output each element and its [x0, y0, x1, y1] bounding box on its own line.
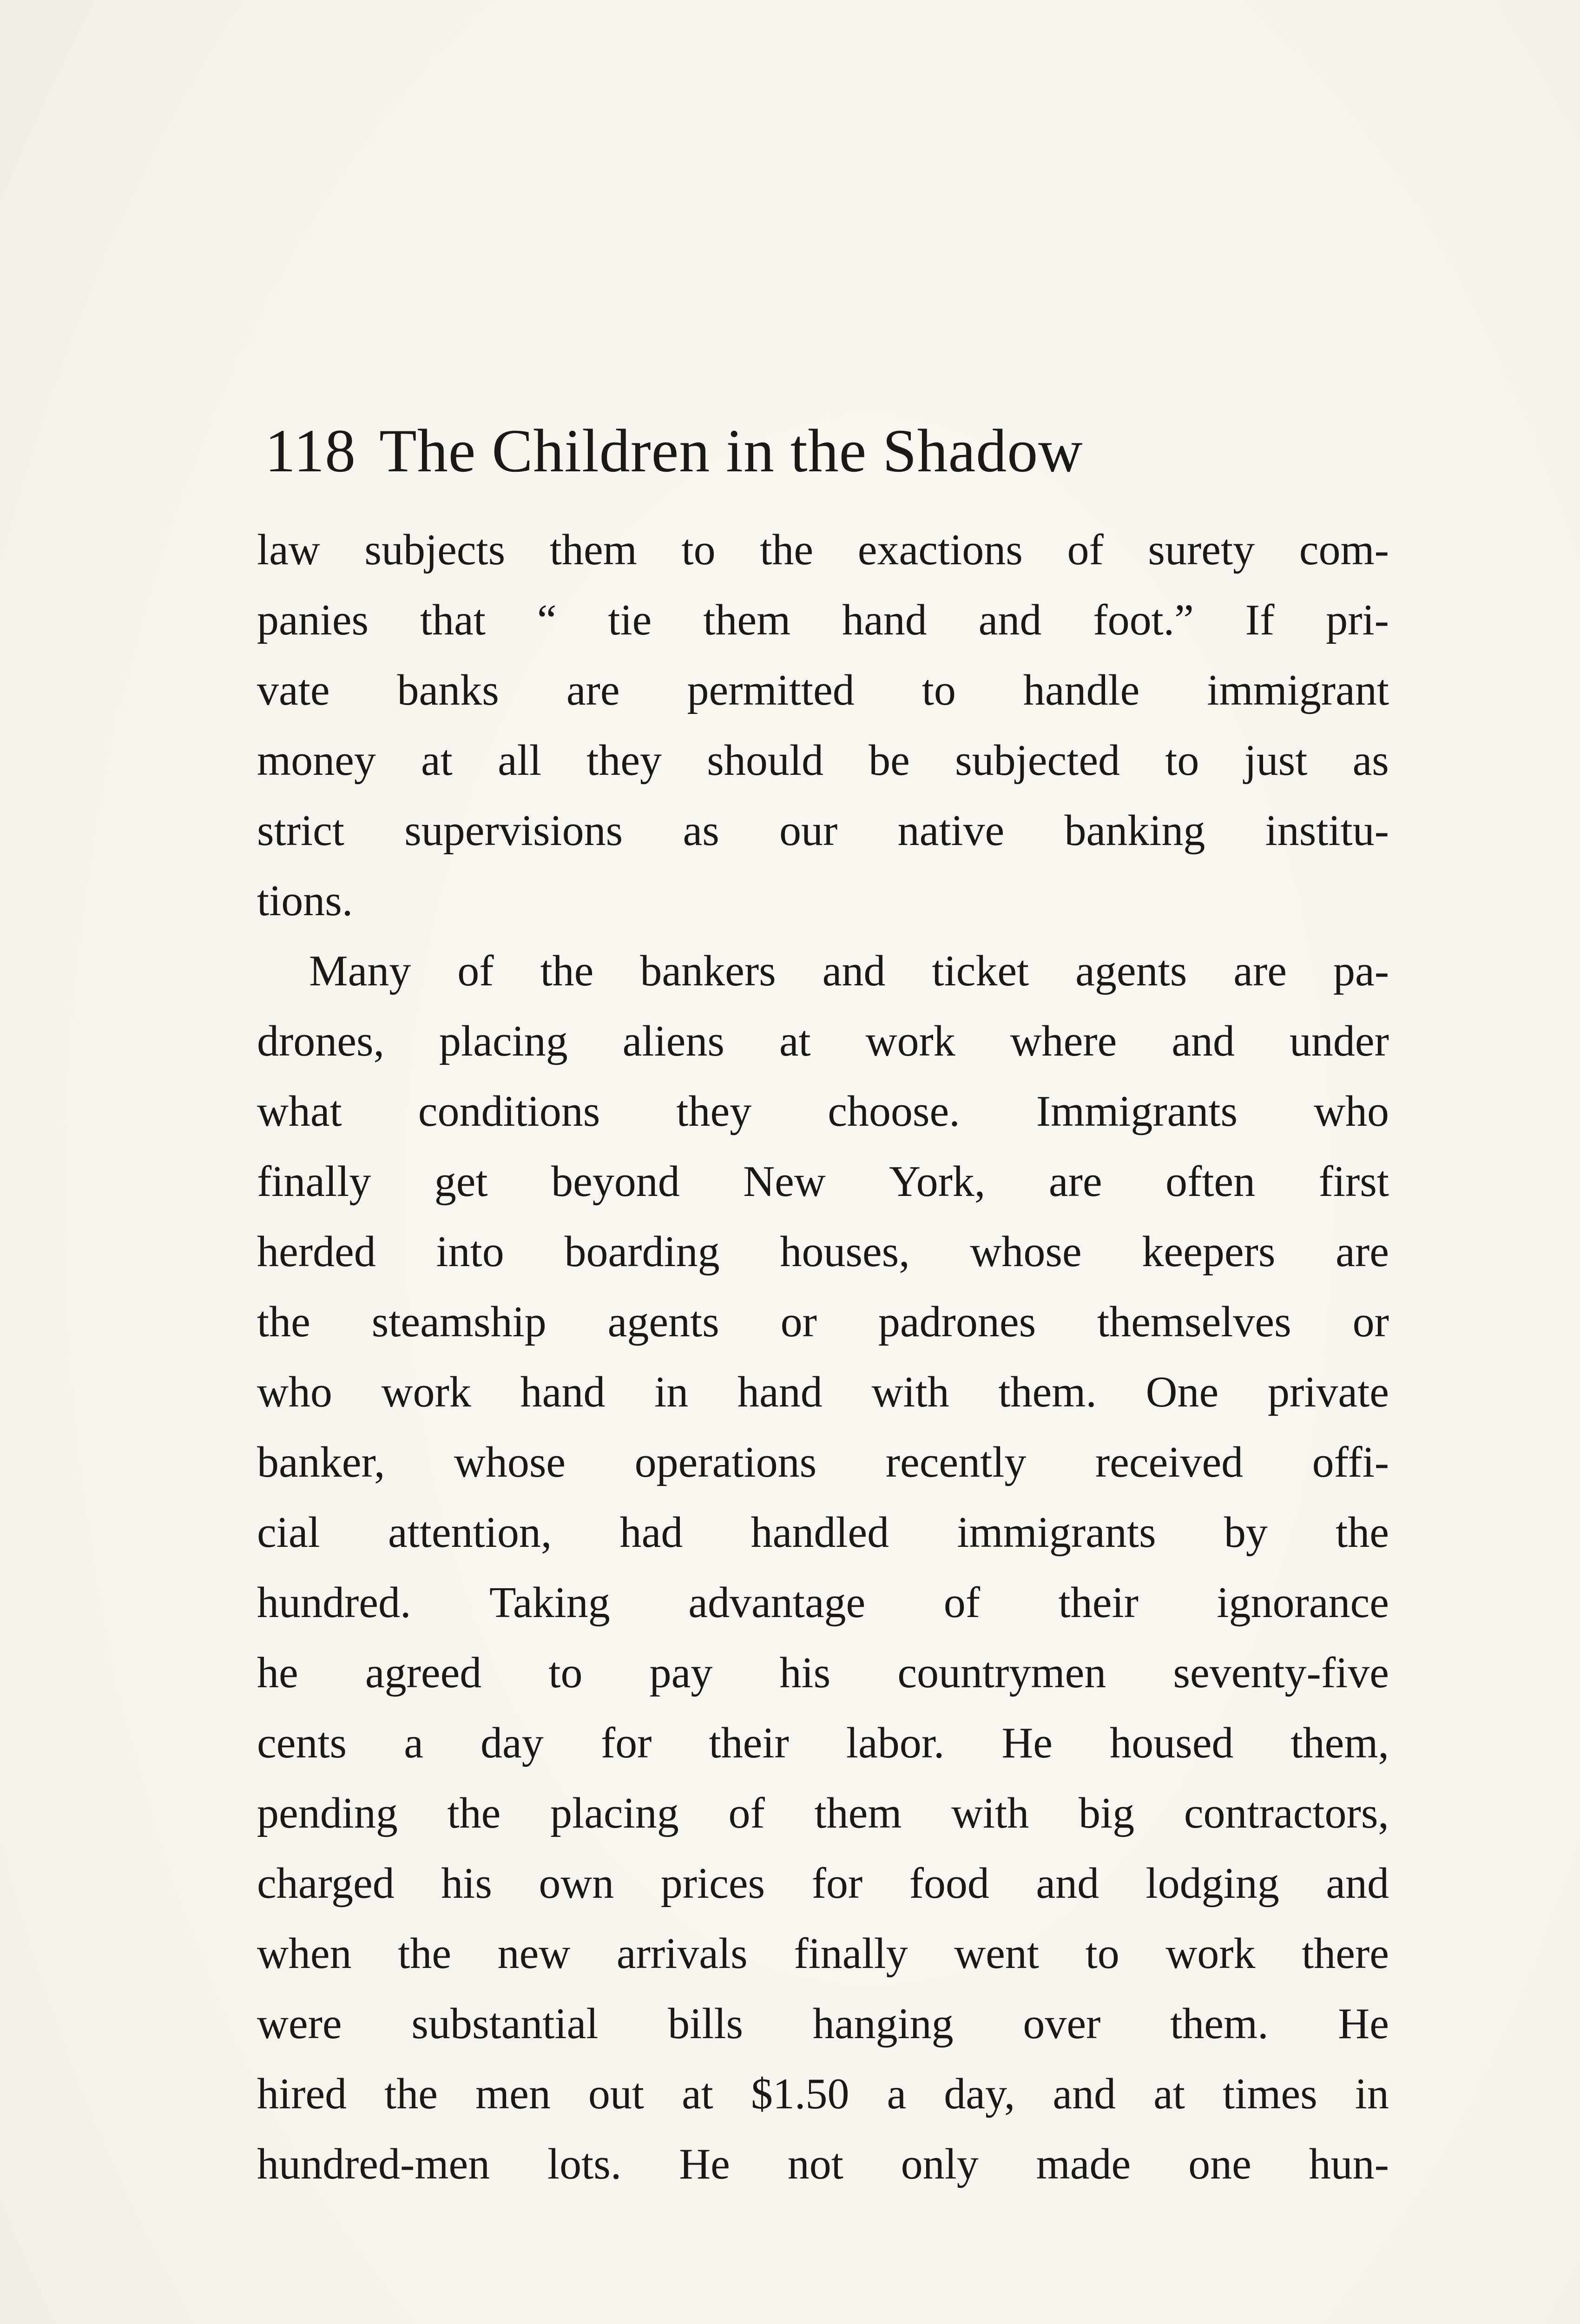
- text-line: pending the placing of them with big contractors,: [257, 1789, 1389, 1837]
- text-line: money at all they should be subjected to just as: [257, 736, 1389, 785]
- text-line: tions.: [257, 877, 353, 925]
- running-title: The Children in the Shadow: [379, 416, 1083, 485]
- text-line: strict supervisions as our native banking institu-: [257, 806, 1389, 855]
- page-number: 118: [265, 416, 356, 485]
- text-line: finally get beyond New York, are often first: [257, 1157, 1389, 1206]
- text-line: who work hand in hand with them. One private: [257, 1368, 1389, 1416]
- paragraph: [257, 936, 1389, 2199]
- text-line: hundred-men lots. He not only made one hun-: [257, 2140, 1389, 2188]
- text-line: he agreed to pay his countrymen seventy-five: [257, 1649, 1389, 1697]
- text-line: drones, placing aliens at work where and under: [257, 1017, 1389, 1065]
- text-line: the steamship agents or padrones themselves or: [257, 1298, 1389, 1346]
- text-line: law subjects them to the exactions of surety com-: [257, 526, 1389, 574]
- text-line: charged his own prices for food and lodging and: [257, 1859, 1389, 1908]
- paragraph: [257, 515, 1389, 936]
- text-line: banker, whose operations recently received offi-: [257, 1438, 1389, 1486]
- running-header: [265, 409, 1236, 493]
- text-line: vate banks are permitted to handle immigrant: [257, 666, 1389, 714]
- text-line: Many of the bankers and ticket agents are pa-: [309, 947, 1389, 995]
- text-line: cents a day for their labor. He housed them,: [257, 1719, 1389, 1767]
- text-line: cial attention, had handled immigrants by the: [257, 1508, 1389, 1557]
- text-line: hundred. Taking advantage of their ignorance: [257, 1578, 1389, 1627]
- text-line: what conditions they choose. Immigrants who: [257, 1087, 1389, 1136]
- body-text: [257, 515, 1389, 2199]
- text-line: when the new arrivals finally went to work there: [257, 1929, 1389, 1978]
- text-line: panies that “ tie them hand and foot.” If pri-: [257, 596, 1389, 644]
- text-line: were substantial bills hanging over them. He: [257, 2000, 1389, 2048]
- text-line: herded into boarding houses, whose keepers are: [257, 1228, 1389, 1276]
- text-line: hired the men out at $1.50 a day, and at times in: [257, 2070, 1389, 2118]
